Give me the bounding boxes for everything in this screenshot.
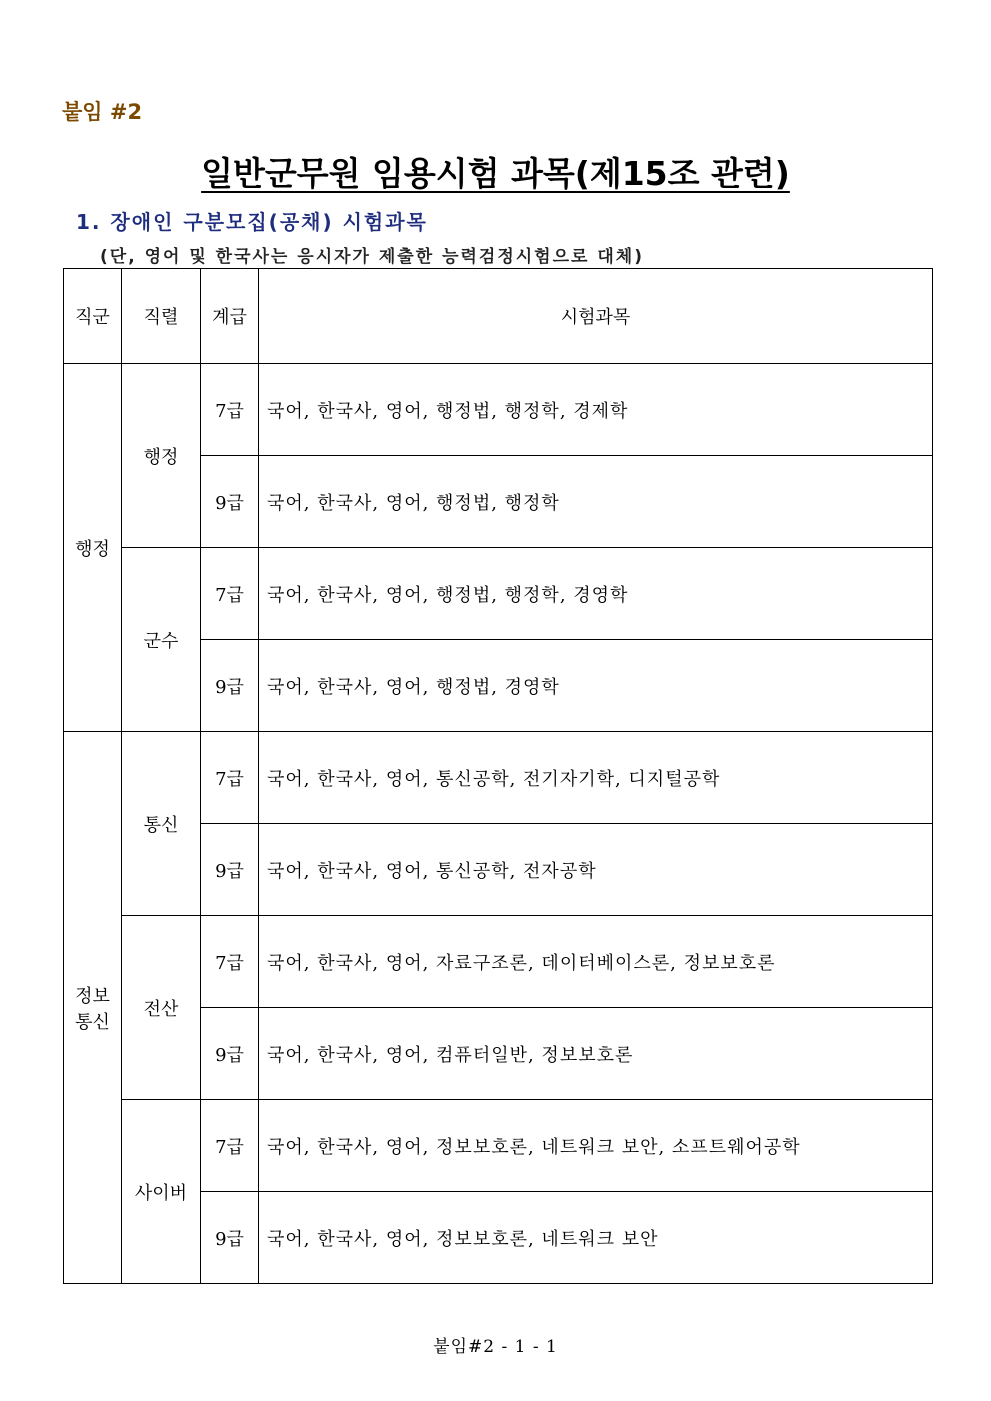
- grade-cell: 7급: [201, 1100, 259, 1192]
- header-subjects: 시험과목: [259, 269, 933, 364]
- subjects-cell: 국어, 한국사, 영어, 행정법, 행정학: [259, 456, 933, 548]
- subjects-cell: 국어, 한국사, 영어, 통신공학, 전기자기학, 디지털공학: [259, 732, 933, 824]
- subjects-cell: 국어, 한국사, 영어, 정보보호론, 네트워크 보안: [259, 1192, 933, 1284]
- page-title: [0, 148, 991, 195]
- page-title-text: 일반군무원 임용시험 과목(제15조 관련): [201, 154, 790, 193]
- group-label-line2: 통신: [75, 1011, 110, 1033]
- section-heading: 1. 장애인 구분모집(공채) 시험과목: [76, 210, 428, 234]
- subjects-cell: 국어, 한국사, 영어, 행정법, 경영학: [259, 640, 933, 732]
- grade-cell: 9급: [201, 640, 259, 732]
- subjects-cell: 국어, 한국사, 영어, 정보보호론, 네트워크 보안, 소프트웨어공학: [259, 1100, 933, 1192]
- series-cell: 군수: [122, 548, 201, 732]
- subjects-cell: 국어, 한국사, 영어, 행정법, 행정학, 경영학: [259, 548, 933, 640]
- page-footer: 붙임#2 - 1 - 1: [433, 1337, 558, 1357]
- group-cell: [64, 732, 122, 1284]
- attachment-label: 붙임 #2: [62, 100, 143, 124]
- series-cell: 통신: [122, 732, 201, 916]
- group-label-line1: 정보: [75, 985, 110, 1007]
- grade-cell: 7급: [201, 364, 259, 456]
- table-row: [64, 364, 933, 456]
- subjects-cell: 국어, 한국사, 영어, 행정법, 행정학, 경제학: [259, 364, 933, 456]
- header-group: 직군: [64, 269, 122, 364]
- table-header-row: [64, 269, 933, 364]
- series-cell: 사이버: [122, 1100, 201, 1284]
- grade-cell: 9급: [201, 1192, 259, 1284]
- grade-cell: 7급: [201, 916, 259, 1008]
- series-cell: 행정: [122, 364, 201, 548]
- subjects-cell: 국어, 한국사, 영어, 통신공학, 전자공학: [259, 824, 933, 916]
- subjects-cell: 국어, 한국사, 영어, 컴퓨터일반, 정보보호론: [259, 1008, 933, 1100]
- section-note: (단, 영어 및 한국사는 응시자가 제출한 능력검정시험으로 대체): [100, 247, 644, 267]
- grade-cell: 7급: [201, 732, 259, 824]
- grade-cell: 7급: [201, 548, 259, 640]
- header-series: 직렬: [122, 269, 201, 364]
- header-grade: 계급: [201, 269, 259, 364]
- table-row: [64, 548, 933, 640]
- subjects-cell: 국어, 한국사, 영어, 자료구조론, 데이터베이스론, 정보보호론: [259, 916, 933, 1008]
- group-cell: 행정: [64, 364, 122, 732]
- table-row: [64, 1100, 933, 1192]
- table-row: [64, 916, 933, 1008]
- grade-cell: 9급: [201, 1008, 259, 1100]
- exam-subjects-table: [63, 268, 933, 1284]
- table-row: [64, 732, 933, 824]
- grade-cell: 9급: [201, 456, 259, 548]
- series-cell: 전산: [122, 916, 201, 1100]
- grade-cell: 9급: [201, 824, 259, 916]
